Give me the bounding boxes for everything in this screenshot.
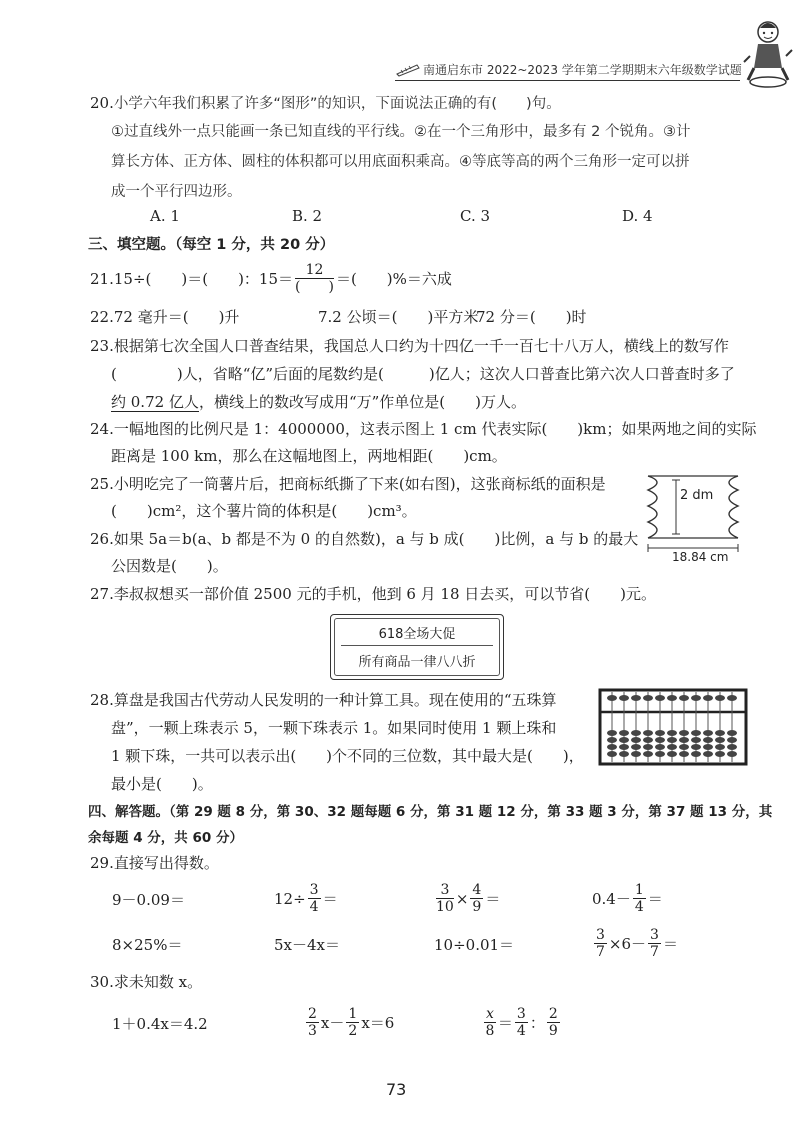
- q30-e2-frac2: [346, 1006, 359, 1039]
- frac-den: 7: [650, 944, 659, 960]
- q30-e3-mid: ＝: [497, 1013, 513, 1032]
- frac-den: 8: [485, 1023, 495, 1039]
- q29-r1c3: [434, 882, 500, 915]
- q29-r2c2: 5x－4x＝: [274, 936, 341, 954]
- q20-statements-line1: ①过直线外一点只能画一条已知直线的平行线。②在一个三角形中，最多有 2 个锐角。③计: [111, 124, 691, 140]
- q27-line1: [90, 584, 656, 604]
- q29-r1c4: [592, 882, 663, 915]
- frac-num: 1: [348, 1006, 358, 1022]
- frac-num: 4: [472, 882, 482, 898]
- q25-line2: ( )cm²，这个薯片筒的体积是( )cm³。: [111, 502, 417, 520]
- sale-sign-line1: 618全场大促: [378, 627, 456, 642]
- q29-r1c3-frac1: [436, 882, 454, 915]
- frac-num: 3: [516, 1006, 526, 1022]
- q24-line2: 距离是 100 km，那么在这幅地图上，两地相距( )cm。: [111, 447, 507, 465]
- q30-e2-frac1: [306, 1006, 319, 1039]
- q20-stem-line: [90, 93, 561, 114]
- sale-sign: [330, 614, 504, 680]
- q23-underlined-number: 约 0.72 亿人: [111, 393, 199, 411]
- abacus-illustration: [598, 688, 748, 766]
- frac-num: 3: [309, 882, 319, 898]
- page-header: [395, 58, 740, 81]
- frac-den: 3: [308, 1023, 317, 1039]
- q30-e2-mid: x－: [320, 1013, 345, 1032]
- q30-eq1: 1＋0.4x＝4.2: [112, 1015, 208, 1033]
- q30-e3-colon: ：: [529, 1013, 545, 1032]
- q29-r1c2: [274, 882, 338, 915]
- frac-num: 3: [650, 927, 659, 943]
- frac-den: 7: [596, 944, 605, 960]
- q30-title: 求未知数 x。: [113, 973, 203, 991]
- frac-num: 3: [596, 927, 605, 943]
- q21-part2: ＝( )%＝六成: [335, 269, 452, 288]
- q28-text1: 算盘是我国古代劳动人民发明的一种计算工具。现在使用的“五珠算: [113, 691, 557, 709]
- q22-number: 22.: [90, 308, 114, 326]
- frac-den: 9: [548, 1023, 558, 1039]
- q20-option-a: A. 1: [150, 207, 180, 225]
- frac-den: 4: [634, 899, 644, 915]
- q23-number: 23.: [90, 337, 114, 355]
- q30-e3-frac2: [515, 1006, 528, 1039]
- q25-line1: [90, 474, 606, 494]
- q22-b: 7.2 公顷＝( )平方米: [318, 308, 479, 326]
- q28-line4: 最小是( )。: [111, 775, 213, 793]
- label-height-text: 2 dm: [680, 488, 714, 503]
- q26-text1: 如果 5a＝b(a、b 都是不为 0 的自然数)，a 与 b 成( )比例，a 与 b 的最大: [113, 530, 639, 548]
- q23-text1: 根据第七次全国人口普查结果，我国总人口约为十四亿一千一百七十八万人，横线上的数写作: [113, 337, 729, 355]
- q29-r1c2-a: 12÷: [274, 889, 306, 908]
- q29-title-line: [90, 853, 219, 873]
- q29-r1c4-b: ＝: [647, 889, 663, 908]
- frac-den: 4: [516, 1023, 526, 1039]
- q29-r2c3: 10÷0.01＝: [434, 936, 515, 954]
- frac-num: 3: [436, 882, 454, 899]
- q26-line2: 公因数是( )。: [111, 557, 228, 575]
- q27-number: 27.: [90, 585, 114, 603]
- q29-title: 直接写出得数。: [113, 854, 219, 872]
- q20-option-b: B. 2: [292, 207, 323, 225]
- q21-part1: 15÷( )＝( )：15＝: [113, 269, 294, 288]
- q25-text1: 小明吃完了一筒薯片后，把商标纸撕了下来(如右图)，这张商标纸的面积是: [113, 475, 606, 493]
- q29-r1c4-frac: [633, 882, 646, 915]
- q29-r1c3-op: ×: [455, 889, 469, 908]
- q28-line3: 1 颗下珠，一共可以表示出( )个不同的三位数，其中最大是( )，: [111, 747, 584, 765]
- q21-number: 21.: [90, 269, 114, 288]
- q26-line1: [90, 529, 638, 549]
- frac-num: x: [486, 1006, 494, 1022]
- q30-e2-b: x＝6: [361, 1013, 395, 1032]
- q24-text1: 一幅地图的比例尺是 1：4000000，这表示图上 1 cm 代表实际( )km；如果两地之间的实际: [113, 420, 757, 438]
- q20-statements-line3: 成一个平行四边形。: [111, 184, 242, 200]
- q24-number: 24.: [90, 420, 114, 438]
- frac-num: 1: [634, 882, 644, 898]
- q30-number: 30.: [90, 973, 114, 991]
- q23-text3: ，横线上的数改写成用“万”作单位是( )万人。: [198, 393, 526, 411]
- q20-option-c: C. 3: [460, 207, 491, 225]
- q30-title-line: [90, 972, 202, 992]
- q29-r2c4-frac2: [648, 927, 661, 960]
- frac-den: 10: [436, 899, 454, 915]
- q29-r1c3-b: ＝: [485, 889, 501, 908]
- q29-r2c1: 8×25%＝: [112, 936, 183, 954]
- q29-r1c3-frac2: [470, 882, 483, 915]
- q29-r2c4-b: ＝: [662, 934, 678, 953]
- q30-eq2: [304, 1006, 394, 1039]
- mascot-illustration: [742, 18, 794, 90]
- q22-line: [90, 307, 239, 327]
- q30-e3-frac1: [484, 1006, 496, 1039]
- q29-r2c4-mid: ×6－: [608, 934, 647, 953]
- q20-statements-line2: 算长方体、正方体、圆柱的体积都可以用底面积乘高。④等底等高的两个三角形一定可以拼: [111, 154, 690, 170]
- q29-r2c4-frac1: [594, 927, 607, 960]
- q24-line1: [90, 419, 756, 439]
- q23-line2: ( )人，省略“亿”后面的尾数约是( )亿人；这次人口普查比第六次人口普查时多了: [111, 365, 735, 383]
- q29-r1c1: 9－0.09＝: [112, 891, 185, 909]
- label-wrapper-figure: [636, 468, 756, 568]
- q29-r1c4-a: 0.4－: [592, 889, 631, 908]
- q20-number: 20.: [90, 94, 114, 112]
- q30-e3-frac3: [547, 1006, 560, 1039]
- section4-title-line2: 余每题 4 分，共 60 分）: [88, 830, 243, 846]
- q29-r1c2-frac: [308, 882, 321, 915]
- q21-frac-numerator: 12: [295, 262, 334, 279]
- q29-r2c4: [592, 927, 678, 960]
- q28-line2: 盘”，一颗上珠表示 5，一颗下珠表示 1。如果同时使用 1 颗上珠和: [111, 719, 557, 737]
- frac-den: 9: [472, 899, 482, 915]
- pencil-icon: [395, 61, 421, 77]
- frac-den: 2: [348, 1023, 358, 1039]
- q20-stem: 小学六年我们积累了许多“图形”的知识，下面说法正确的有( )句。: [113, 96, 561, 112]
- section3-title: 三、填空题。（每空 1 分，共 20 分）: [88, 237, 335, 253]
- q22-c: 72 分＝( )时: [476, 308, 587, 326]
- q30-eq3: [482, 1006, 562, 1039]
- q28-number: 28.: [90, 691, 114, 709]
- section4-title-line1: 四、解答题。（第 29 题 8 分，第 30、32 题每题 6 分，第 31 题 12 分，第 33 题 3 分，第 37 题 13 分，其: [88, 804, 773, 820]
- header-title: 南通启东市 2022~2023 学年第二学期期末六年级数学试题: [423, 63, 742, 77]
- q21-frac-denominator: ( ): [295, 279, 334, 295]
- q26-number: 26.: [90, 530, 114, 548]
- q21-fraction: [295, 262, 334, 295]
- q23-line1: [90, 336, 729, 356]
- q27-text1: 李叔叔想买一部价值 2500 元的手机，他到 6 月 18 日去买，可以节省( )元。: [113, 585, 656, 603]
- abacus-drawing: [598, 688, 748, 766]
- q21-line: [90, 262, 452, 295]
- page-number: 73: [386, 1080, 407, 1099]
- q25-number: 25.: [90, 475, 114, 493]
- label-width-text: 18.84 cm: [672, 550, 729, 564]
- q23-line3: [111, 392, 526, 412]
- frac-num: 2: [548, 1006, 558, 1022]
- q29-r1c2-b: ＝: [322, 889, 338, 908]
- frac-num: 2: [308, 1006, 317, 1022]
- q22-a: 72 毫升＝( )升: [113, 308, 240, 326]
- frac-den: 4: [309, 899, 319, 915]
- q28-line1: [90, 690, 557, 710]
- q29-number: 29.: [90, 854, 114, 872]
- q20-option-d: D. 4: [622, 207, 653, 225]
- sale-sign-line2: 所有商品一律八八折: [358, 655, 476, 670]
